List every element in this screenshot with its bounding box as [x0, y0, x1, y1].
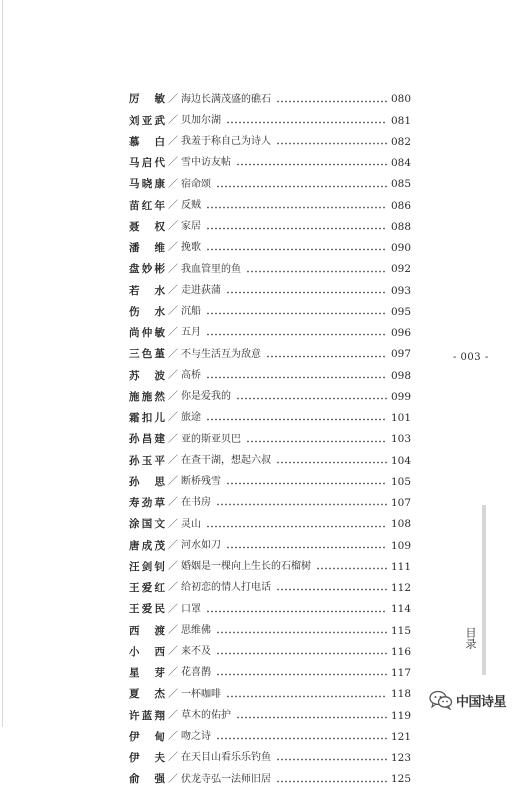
toc-title: 口罩	[181, 603, 201, 615]
toc-separator: ／	[168, 518, 178, 530]
toc-dot-leader	[226, 546, 387, 549]
toc-title: 在书房	[181, 497, 211, 509]
toc-page-number: 080	[391, 93, 412, 106]
toc-author: 王爱红	[129, 582, 165, 595]
toc-page-number: 098	[391, 369, 412, 382]
toc-author: 唐成茂	[129, 539, 165, 552]
toc-page-number: 125	[391, 773, 412, 786]
toc-dot-leader	[226, 121, 387, 124]
toc-separator: ／	[168, 263, 178, 275]
toc-page-number: 109	[391, 539, 412, 552]
toc-separator: ／	[168, 157, 178, 169]
toc-separator: ／	[168, 603, 178, 615]
toc-author: 马晓康	[129, 178, 165, 191]
toc-dot-leader	[216, 503, 387, 506]
toc-separator: ／	[168, 433, 178, 445]
page-number: - 003 -	[453, 352, 489, 363]
toc-separator: ／	[168, 284, 178, 296]
toc-page-number: 123	[391, 752, 412, 765]
toc-author: 伤 水	[129, 305, 165, 318]
toc-page-number: 107	[391, 497, 412, 510]
toc-page-number: 103	[391, 433, 412, 446]
toc-title: 不与生活互为敌意	[181, 348, 261, 360]
toc-separator: ／	[168, 476, 178, 488]
toc-title: 走进荻蒲	[181, 284, 221, 296]
toc-author: 聂 权	[129, 220, 165, 233]
toc-dot-leader	[206, 312, 387, 315]
toc-dot-leader	[216, 737, 387, 740]
toc-entry[interactable]	[129, 89, 411, 110]
toc-author: 马启代	[129, 157, 165, 170]
toc-title: 你是爱我的	[181, 391, 231, 403]
toc-page-number: 111	[391, 560, 412, 573]
page-edge-line	[2, 0, 3, 727]
toc-title: 给初恋的情人打电话	[181, 582, 271, 594]
watermark-text: 中国诗星	[456, 694, 507, 710]
toc-entry[interactable]	[129, 387, 411, 408]
toc-entry[interactable]	[129, 642, 411, 663]
toc-entry[interactable]	[129, 323, 411, 344]
toc-entry[interactable]	[129, 727, 411, 748]
wechat-icon	[429, 690, 453, 710]
toc-dot-leader	[226, 695, 387, 698]
toc-page-number: 097	[391, 348, 412, 361]
toc-title: 吻之诗	[181, 731, 211, 743]
toc-dot-leader	[236, 397, 387, 400]
toc-dot-leader	[236, 716, 387, 719]
toc-author: 霜扣儿	[129, 412, 165, 425]
toc-entry[interactable]	[129, 195, 411, 216]
toc-entry[interactable]	[129, 280, 411, 301]
toc-entry[interactable]	[129, 153, 411, 174]
toc-author: 若 水	[129, 284, 165, 297]
toc-separator: ／	[168, 136, 178, 148]
toc-dot-leader	[226, 482, 387, 485]
watermark	[429, 690, 506, 710]
toc-author: 涂国文	[129, 518, 165, 531]
toc-separator: ／	[168, 199, 178, 211]
toc-page-number: 105	[391, 475, 412, 488]
toc-separator: ／	[168, 497, 178, 509]
toc-entry[interactable]	[129, 684, 411, 705]
toc-page-number: 084	[391, 157, 412, 170]
toc-entry[interactable]	[129, 238, 411, 259]
toc-author: 俞 强	[129, 773, 165, 786]
toc-page-number: 086	[391, 199, 412, 212]
toc-author: 汪剑钊	[129, 560, 165, 573]
toc-title: 反贼	[181, 199, 201, 211]
toc-page-number: 090	[391, 242, 412, 255]
toc-page-number: 081	[391, 114, 412, 127]
toc-dot-leader	[276, 758, 387, 761]
toc-page-number: 093	[391, 284, 412, 297]
toc-page-number: 104	[391, 454, 412, 467]
toc-author: 许蓝翔	[129, 709, 165, 722]
toc-title: 断桥残雪	[181, 476, 221, 488]
toc-separator: ／	[168, 731, 178, 743]
toc-dot-leader	[206, 333, 387, 336]
toc-separator: ／	[168, 773, 178, 785]
toc-entry[interactable]	[129, 344, 411, 365]
toc-page-number: 085	[391, 178, 412, 191]
toc-entry[interactable]	[129, 748, 411, 769]
toc-separator: ／	[168, 178, 178, 190]
toc-title: 花喜鹊	[181, 667, 211, 679]
toc-separator: ／	[168, 306, 178, 318]
toc-entry[interactable]	[129, 514, 411, 535]
toc-page-number: 114	[391, 603, 412, 616]
toc-entry[interactable]	[129, 174, 411, 195]
toc-separator: ／	[168, 582, 178, 594]
toc-page-number: 101	[391, 412, 412, 425]
toc-author: 孙 思	[129, 475, 165, 488]
toc-dot-leader	[276, 100, 387, 103]
toc-dot-leader	[276, 780, 387, 783]
toc-author: 潘 维	[129, 242, 165, 255]
toc-dot-leader	[216, 185, 387, 188]
toc-dot-leader	[216, 652, 387, 655]
toc-entry[interactable]	[129, 110, 411, 131]
toc-page-number: 121	[391, 730, 412, 743]
toc-separator: ／	[168, 242, 178, 254]
toc-dot-leader	[226, 291, 387, 294]
toc-title: 旅途	[181, 412, 201, 424]
toc-author: 星 芽	[129, 667, 165, 680]
toc-dot-leader	[246, 270, 387, 273]
toc-page-number: 099	[391, 390, 412, 403]
toc-dot-leader	[216, 673, 387, 676]
toc-title: 宿命颂	[181, 178, 211, 190]
toc-author: 西 渡	[129, 624, 165, 637]
toc-title: 海边长满茂盛的礁石	[181, 93, 271, 105]
toc-page-number: 108	[391, 518, 412, 531]
toc-dot-leader	[216, 631, 387, 634]
toc-author: 三色堇	[129, 348, 165, 361]
toc-entry[interactable]	[129, 132, 411, 153]
toc-title: 五月	[181, 327, 201, 339]
toc-author: 王爱民	[129, 603, 165, 616]
toc-entry[interactable]	[129, 450, 411, 471]
toc-page-number: 096	[391, 327, 412, 340]
toc-title: 家居	[181, 221, 201, 233]
toc-dot-leader	[206, 525, 387, 528]
toc-page-number: 117	[391, 667, 412, 680]
toc-entry[interactable]	[129, 217, 411, 238]
toc-dot-leader	[236, 163, 387, 166]
toc-dot-leader	[266, 355, 387, 358]
toc-dot-leader	[316, 567, 387, 570]
toc-entry[interactable]	[129, 493, 411, 514]
toc-entry[interactable]	[129, 259, 411, 280]
toc-page-number: 088	[391, 220, 412, 233]
toc-dot-leader	[206, 418, 387, 421]
toc-author: 厉 敏	[129, 93, 165, 106]
toc-dot-leader	[206, 248, 387, 251]
toc-title: 思维佛	[181, 624, 211, 636]
toc-author: 孙昌建	[129, 433, 165, 446]
side-tab-bar	[482, 505, 486, 675]
toc-title: 雪中访友帖	[181, 157, 231, 169]
toc-title: 在查干湖，想起六叔	[181, 454, 271, 466]
toc-separator: ／	[168, 646, 178, 658]
toc-separator: ／	[168, 221, 178, 233]
toc-entry[interactable]	[129, 429, 411, 450]
toc-separator: ／	[168, 348, 178, 360]
toc-separator: ／	[168, 93, 178, 105]
toc-page-number: 112	[391, 582, 412, 595]
toc-title: 一杯咖啡	[181, 688, 221, 700]
toc-page-number: 115	[391, 624, 412, 637]
toc-entry[interactable]	[129, 663, 411, 684]
toc-author: 苗红年	[129, 199, 165, 212]
toc-separator: ／	[168, 114, 178, 126]
toc-entry[interactable]	[129, 365, 411, 386]
toc-page-number: 092	[391, 263, 412, 276]
toc-entry[interactable]	[129, 620, 411, 641]
toc-dot-leader	[246, 440, 387, 443]
toc-title: 婚姻是一棵向上生长的石榴树	[181, 561, 311, 573]
toc-title: 亚的斯亚贝巴	[181, 433, 241, 445]
toc-separator: ／	[168, 454, 178, 466]
toc-author: 施施然	[129, 390, 165, 403]
toc-dot-leader	[206, 206, 387, 209]
toc-page-number: 119	[391, 709, 412, 722]
toc-page-number: 118	[391, 688, 412, 701]
toc-entry[interactable]	[129, 578, 411, 599]
toc-author: 小 西	[129, 645, 165, 658]
toc-separator: ／	[168, 391, 178, 403]
toc-title: 挽歌	[181, 242, 201, 254]
toc-title: 我血管里的鱼	[181, 263, 241, 275]
toc-separator: ／	[168, 709, 178, 721]
toc-entry[interactable]	[129, 302, 411, 323]
toc-separator: ／	[168, 688, 178, 700]
toc-title: 沉船	[181, 306, 201, 318]
toc-title: 高桥	[181, 369, 201, 381]
toc-author: 伊 甸	[129, 730, 165, 743]
toc-title: 伏龙寺弘一法师旧居	[181, 773, 271, 785]
toc-author: 寿劲草	[129, 497, 165, 510]
toc-separator: ／	[168, 369, 178, 381]
toc-entry[interactable]	[129, 599, 411, 620]
toc-separator: ／	[168, 327, 178, 339]
toc-title: 我羞于称自己为诗人	[181, 136, 271, 148]
toc-entry[interactable]	[129, 472, 411, 493]
toc-author: 盘妙彬	[129, 263, 165, 276]
table-of-contents	[129, 89, 411, 790]
toc-author: 孙玉平	[129, 454, 165, 467]
toc-page-number: 082	[391, 135, 412, 148]
toc-title: 河水如刀	[181, 539, 221, 551]
toc-entry[interactable]	[129, 705, 411, 726]
toc-page-number: 095	[391, 305, 412, 318]
toc-author: 尚仲敏	[129, 327, 165, 340]
toc-entry[interactable]	[129, 557, 411, 578]
toc-dot-leader	[276, 461, 387, 464]
toc-title: 贝加尔湖	[181, 114, 221, 126]
toc-entry[interactable]	[129, 408, 411, 429]
toc-separator: ／	[168, 539, 178, 551]
toc-author: 苏 波	[129, 369, 165, 382]
toc-separator: ／	[168, 624, 178, 636]
toc-entry[interactable]	[129, 769, 411, 790]
toc-dot-leader	[276, 142, 387, 145]
toc-author: 刘亚武	[129, 114, 165, 127]
toc-title: 来不及	[181, 646, 211, 658]
toc-entry[interactable]	[129, 535, 411, 556]
toc-dot-leader	[206, 610, 387, 613]
toc-page-number: 116	[391, 645, 412, 658]
toc-separator: ／	[168, 667, 178, 679]
toc-author: 伊 夫	[129, 752, 165, 765]
toc-separator: ／	[168, 561, 178, 573]
toc-author: 夏 杰	[129, 688, 165, 701]
toc-title: 在天目山看乐乐钓鱼	[181, 752, 271, 764]
toc-dot-leader	[276, 588, 387, 591]
toc-separator: ／	[168, 412, 178, 424]
toc-title: 草木的佑护	[181, 709, 231, 721]
toc-dot-leader	[206, 376, 387, 379]
toc-author: 慕 白	[129, 135, 165, 148]
toc-title: 灵山	[181, 518, 201, 530]
toc-separator: ／	[168, 752, 178, 764]
toc-dot-leader	[206, 227, 387, 230]
section-label: 目录	[464, 627, 477, 649]
